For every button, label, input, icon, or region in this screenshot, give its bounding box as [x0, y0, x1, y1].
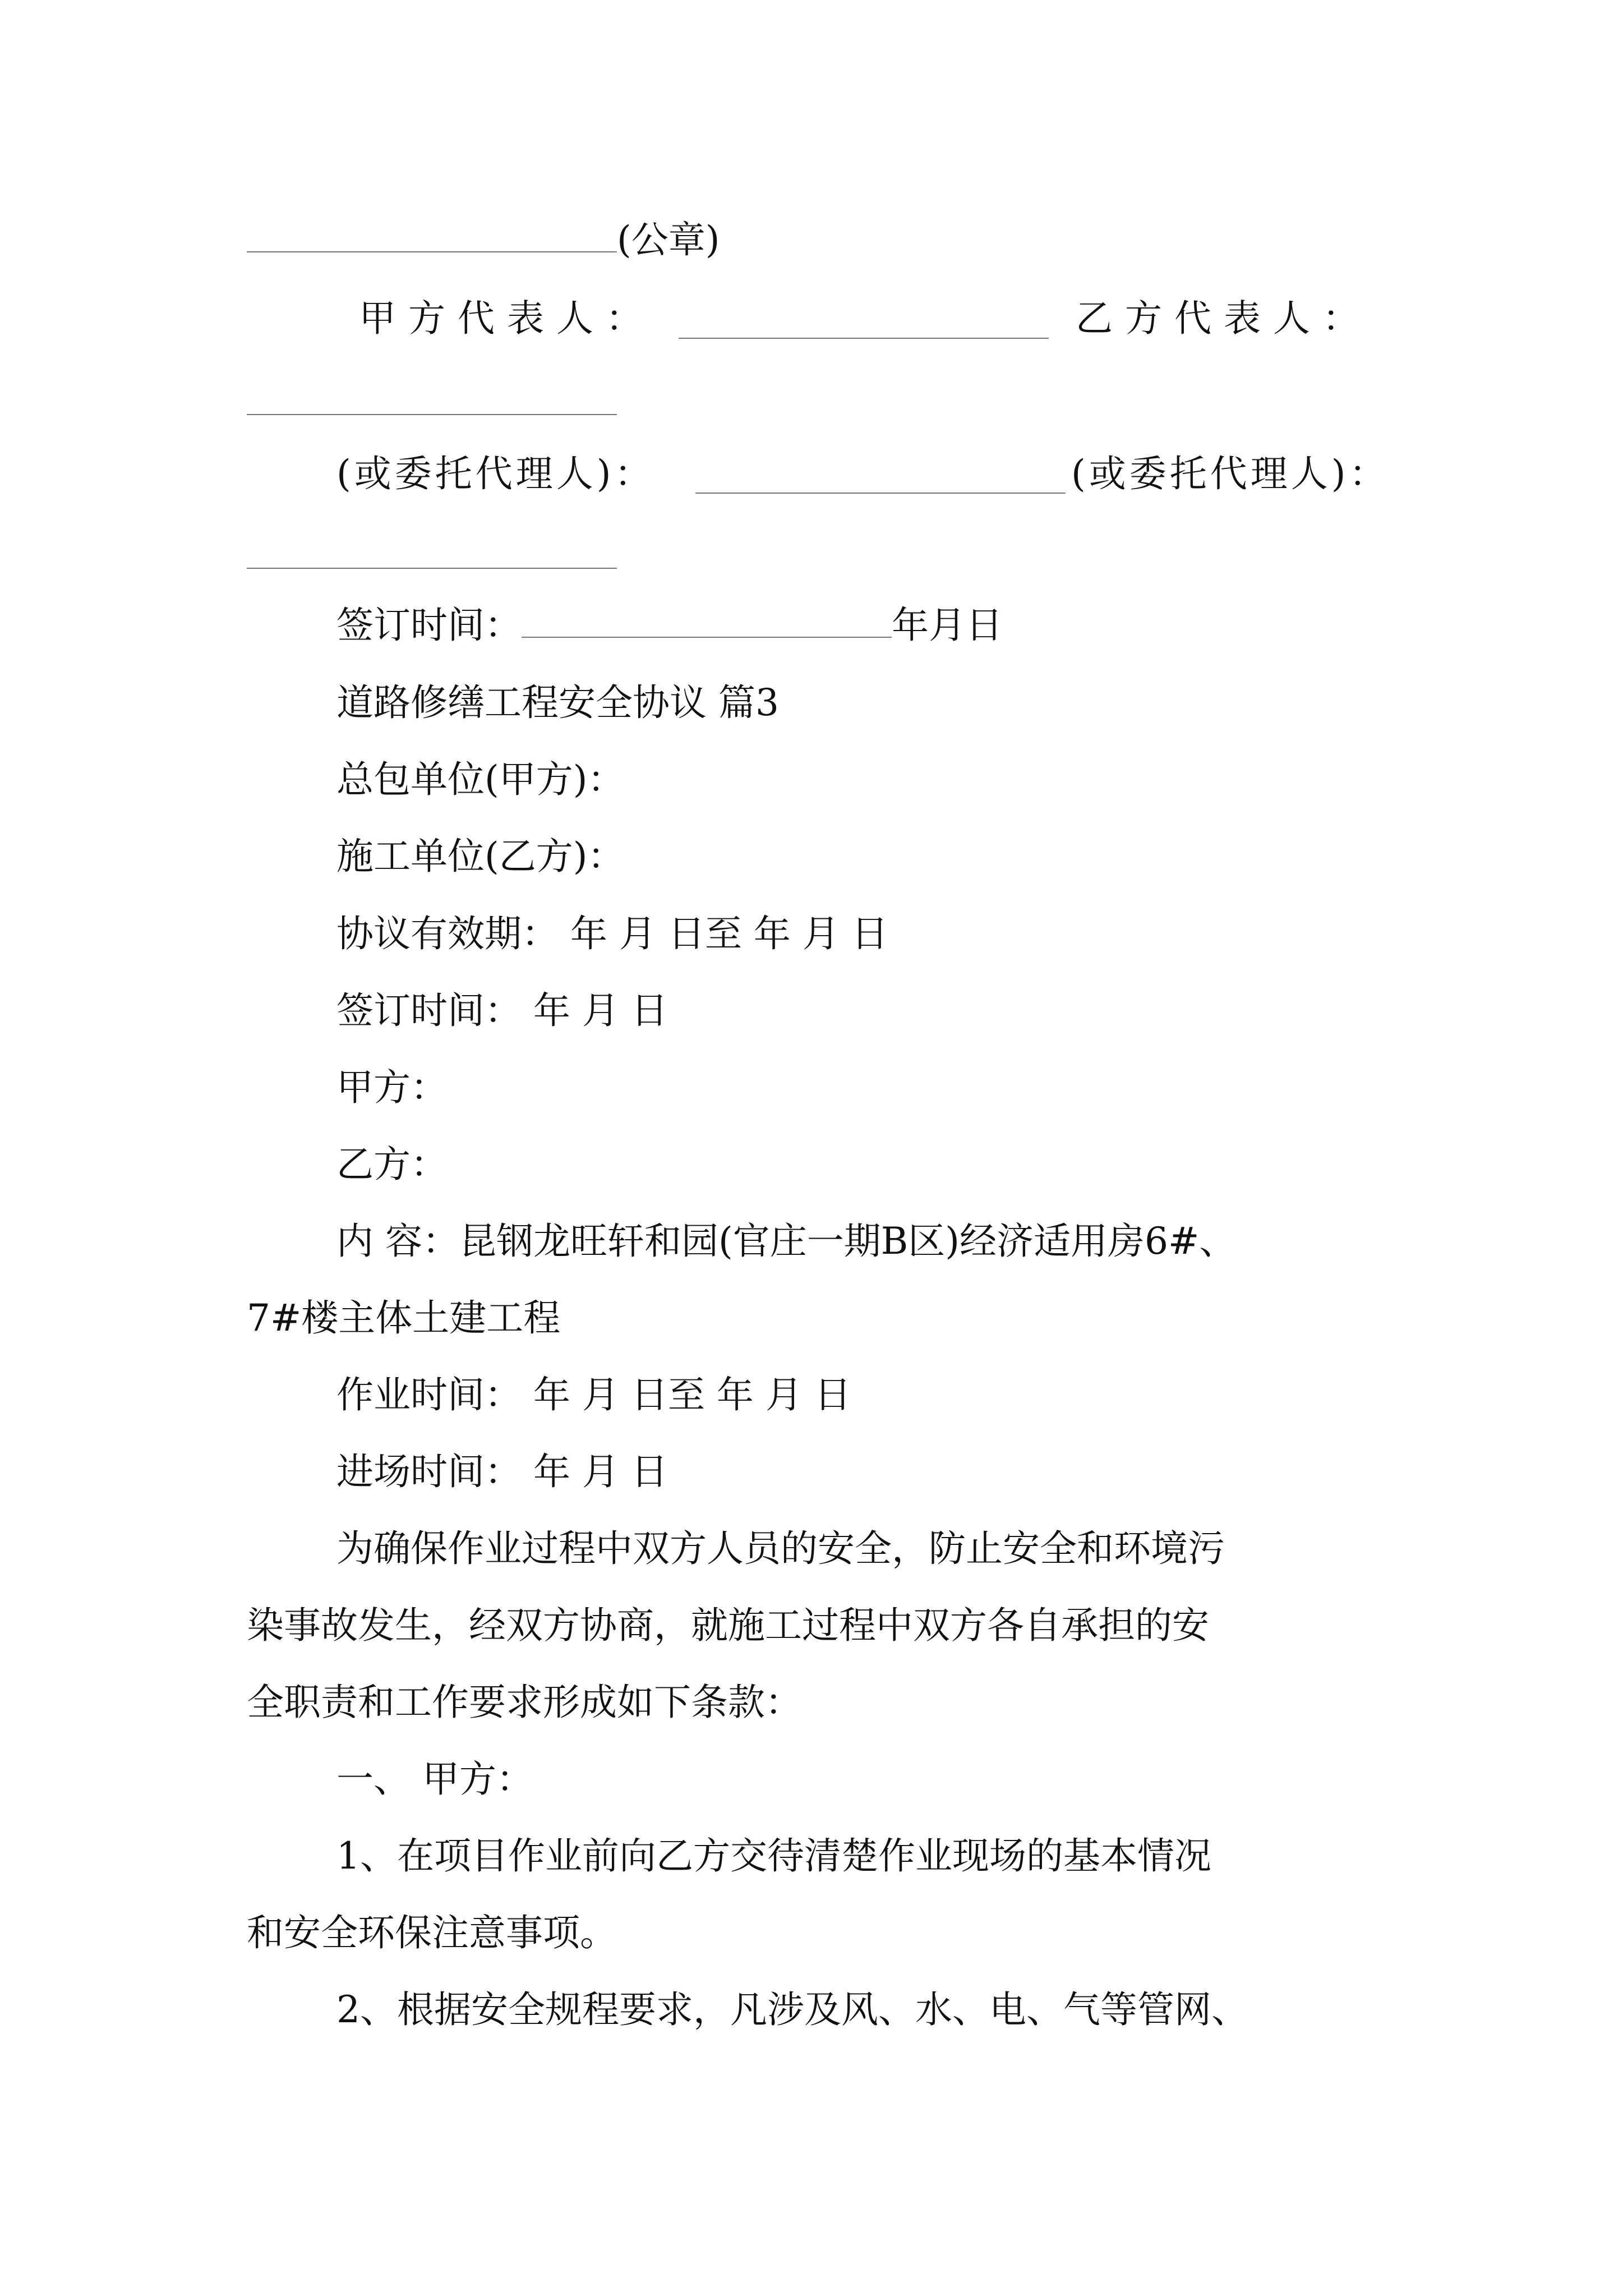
sign-time-blank[interactable] — [522, 603, 892, 638]
sign-time-line-2: 签订时间： 年 月 日 — [336, 989, 668, 1032]
sign-time-suffix: 年月日 — [892, 604, 1003, 647]
section-title: 道路修缮工程安全协议 篇3 — [336, 681, 779, 724]
sign-time-line — [336, 600, 1003, 651]
party-a-label: 甲方： — [336, 1066, 448, 1109]
party-a-rep-blank[interactable] — [679, 338, 1049, 339]
paragraph-1-line-2: 染事故发生，经双方协商，就施工过程中双方各自承担的安 — [247, 1604, 1209, 1647]
party-a-rep-label: 甲方代表人： — [359, 297, 655, 340]
paragraph-1-line-3: 全职责和工作要求形成如下条款： — [247, 1681, 802, 1724]
item-1-line-2: 和安全环保注意事项。 — [247, 1911, 617, 1954]
seal-line — [247, 215, 720, 265]
agent-a-blank[interactable] — [695, 493, 1066, 494]
agent-b-label: (或委托代理人)： — [1071, 452, 1390, 495]
heading-one: 一、 甲方： — [336, 1757, 533, 1801]
sign-time-label: 签订时间： — [336, 604, 522, 647]
party-b-rep-label: 乙方代表人： — [1076, 297, 1372, 340]
agent-b-blank[interactable] — [247, 568, 617, 569]
validity-line: 协议有效期： 年 月 日至 年 月 日 — [336, 912, 888, 955]
item-1-line-1: 1、在项目作业前向乙方交待清楚作业现场的基本情况 — [336, 1834, 1211, 1878]
paragraph-1-line-1: 为确保作业过程中双方人员的安全，防止安全和环境污 — [336, 1527, 1225, 1570]
party-b-rep-blank[interactable] — [247, 414, 617, 415]
content-line-1: 内 容：昆钢龙旺轩和园(官庄一期B区)经济适用房6#、 — [336, 1220, 1237, 1263]
party-b-label: 乙方： — [336, 1143, 448, 1186]
seal-label: (公章) — [617, 218, 720, 261]
work-time-line: 作业时间： 年 月 日至 年 月 日 — [336, 1373, 851, 1416]
content-line-2: 7#楼主体土建工程 — [247, 1296, 561, 1340]
agent-a-label: (或委托代理人)： — [336, 452, 655, 495]
builder-label: 施工单位(乙方)： — [336, 835, 625, 878]
seal-blank[interactable] — [247, 218, 617, 252]
contractor-label: 总包单位(甲方)： — [336, 758, 625, 801]
item-2-line-1: 2、根据安全规程要求，凡涉及风、水、电、气等管网、 — [336, 1988, 1248, 2031]
entry-time-line: 进场时间： 年 月 日 — [336, 1450, 668, 1493]
